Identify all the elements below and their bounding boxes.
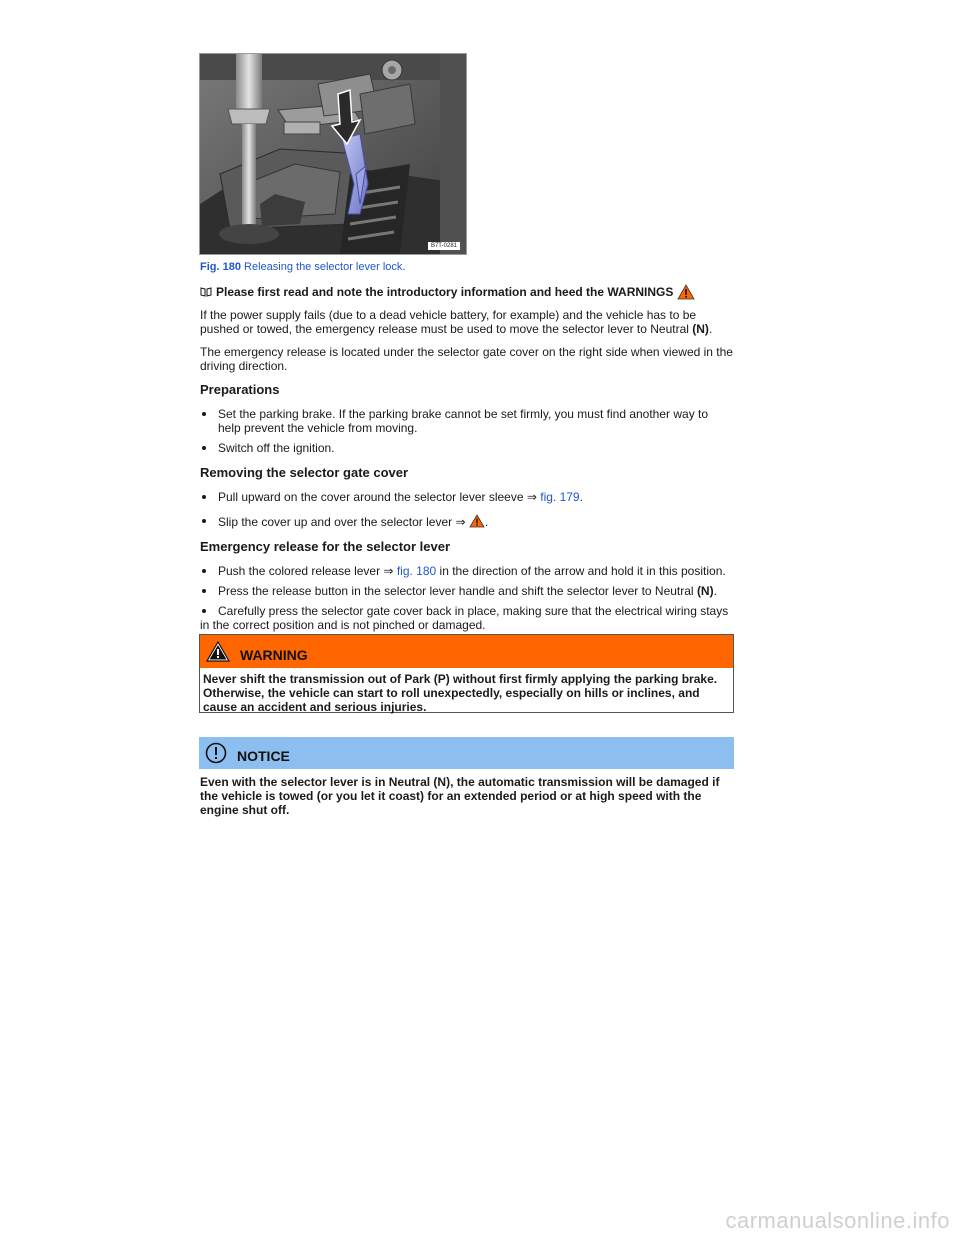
notice-title: NOTICE [237,748,290,764]
book-icon [200,287,212,297]
list-item-end: in the direction of the arrow and hold it in this position. [436,564,726,578]
neutral-marker: (N) [692,322,709,336]
list-item [200,514,734,529]
preparations-list [200,407,734,455]
list-item-end: . [579,490,583,504]
list-item-text: Push the colored release lever ⇒ [218,564,397,578]
warning-text: Never shift the transmission out of Park (P) without first firmly applying the parking brake. Otherwise, the vehicle can start to roll unexpectedly, especially on hills or inclines, and cause an accident and serious injuries. [203,672,718,714]
list-item-text: Press the release button in the selector lever handle and shift the selector lever to Neutral [218,584,697,598]
emergency-list [200,564,734,632]
list-item-end: . [713,584,717,598]
warning-triangle-icon[interactable] [677,284,695,300]
list-item-end: . [484,515,489,529]
warning-header [200,635,733,668]
list-item: Carefully press the selector gate cover back in place, making sure that the electrical wiring stays in the correct position and is not pinched or damaged. [200,604,734,632]
neutral-marker: (N) [696,584,714,598]
notice-text: Even with the selector lever is in Neutral (N), the automatic transmission will be damaged if the vehicle is towed (or you let it coast) for an extended period or at high speed with the engine shut off. [200,775,720,817]
warning-triangle-icon[interactable] [469,514,485,528]
heading-removing-cover: Removing the selector gate cover [200,465,409,480]
paragraph-emergency-location: The emergency release is located under the selector gate cover on the right side when viewed in the driving direction. [200,345,733,373]
paragraph-power-failure-text: If the power supply fails (due to a dead vehicle battery, for example) and the vehicle has to be pushed or towed, the emergency release must be used to move the selector lever to Neutral [200,308,697,336]
figure-caption-label: Fig. 180 [200,261,241,273]
paragraph-power-failure [200,308,734,336]
figure-caption-text: Releasing the selector lever lock. [244,261,406,273]
fig-179-link[interactable]: fig. 179 [540,490,580,504]
paragraph-power-failure-end: . [708,322,713,336]
fig-180-link[interactable]: fig. 180 [396,564,437,578]
figure-code-label: B7T-0281 [428,242,460,250]
list-item-text: Slip the cover up and over the selector lever ⇒ [218,515,469,529]
list-item: Switch off the ignition. [200,441,734,455]
list-item [200,490,734,504]
warning-title: WARNING [240,646,308,663]
list-item: Set the parking brake. If the parking brake cannot be set firmly, you must find another way to help prevent the vehicle from moving. [200,407,734,435]
list-item [200,584,734,598]
intro-text: Please first read and note the introductory information and heed the WARNINGS [216,285,674,299]
intro-line [200,284,734,300]
main-content [200,284,734,638]
list-item [200,564,734,578]
site-watermark: carmanualsonline.info [725,1208,950,1233]
list-item-text: Pull upward on the cover around the selector lever sleeve ⇒ [218,490,541,504]
warning-box [199,634,734,713]
notice-header [199,737,734,769]
figure-caption [200,261,405,273]
heading-preparations: Preparations [200,382,280,397]
heading-emergency-release: Emergency release for the selector lever [200,539,451,554]
selector-lever-illustration [200,54,466,254]
warning-triangle-icon [206,641,230,662]
figure-180-image [199,53,467,255]
removing-list [200,490,734,529]
notice-exclamation-icon [205,742,227,764]
